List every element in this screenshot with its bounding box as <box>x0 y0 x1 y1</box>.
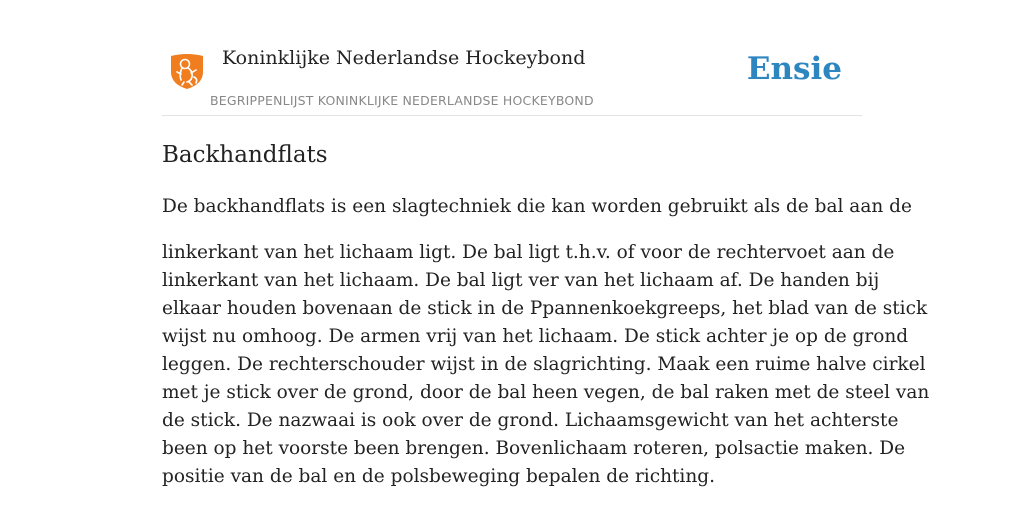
definition-lead: De backhandflats is een slagtechniek die kan worden gebruikt als de bal aan de <box>162 196 912 217</box>
glossary-subtitle[interactable]: BEGRIPPENLIJST KONINKLIJKE NEDERLANDSE HOCKEYBOND <box>210 93 594 108</box>
definition-line: de stick. De nazwaai is ook over de grond. Lichaamsgewicht van het achterste <box>162 410 899 431</box>
definition-body <box>162 239 930 491</box>
knhb-logo-icon <box>168 52 206 90</box>
ensie-logo[interactable]: Ensie <box>746 51 842 87</box>
header-divider <box>162 115 862 116</box>
definition-line: linkerkant van het lichaam ligt. De bal ligt t.h.v. of voor de rechtervoet aan de <box>162 242 895 263</box>
definition-line: positie van de bal en de polsbeweging bepalen de richting. <box>162 466 715 487</box>
definition-line: wijst nu omhoog. De armen vrij van het lichaam. De stick achter je op de grond <box>162 326 909 347</box>
term-title: Backhandflats <box>162 142 328 168</box>
definition-line: been op het voorste been brengen. Bovenlichaam roteren, polsactie maken. De <box>162 438 906 459</box>
organization-name[interactable]: Koninklijke Nederlandse Hockeybond <box>222 47 586 69</box>
definition-line: met je stick over de grond, door de bal heen vegen, de bal raken met de steel van <box>162 382 930 403</box>
definition-line: linkerkant van het lichaam. De bal ligt ver van het lichaam af. De handen bij <box>162 270 880 291</box>
definition-line: leggen. De rechterschouder wijst in de slagrichting. Maak een ruime halve cirkel <box>162 354 926 375</box>
definition-line: elkaar houden bovenaan de stick in de Ppannenkoekgreeps, het blad van de stick <box>162 298 928 319</box>
